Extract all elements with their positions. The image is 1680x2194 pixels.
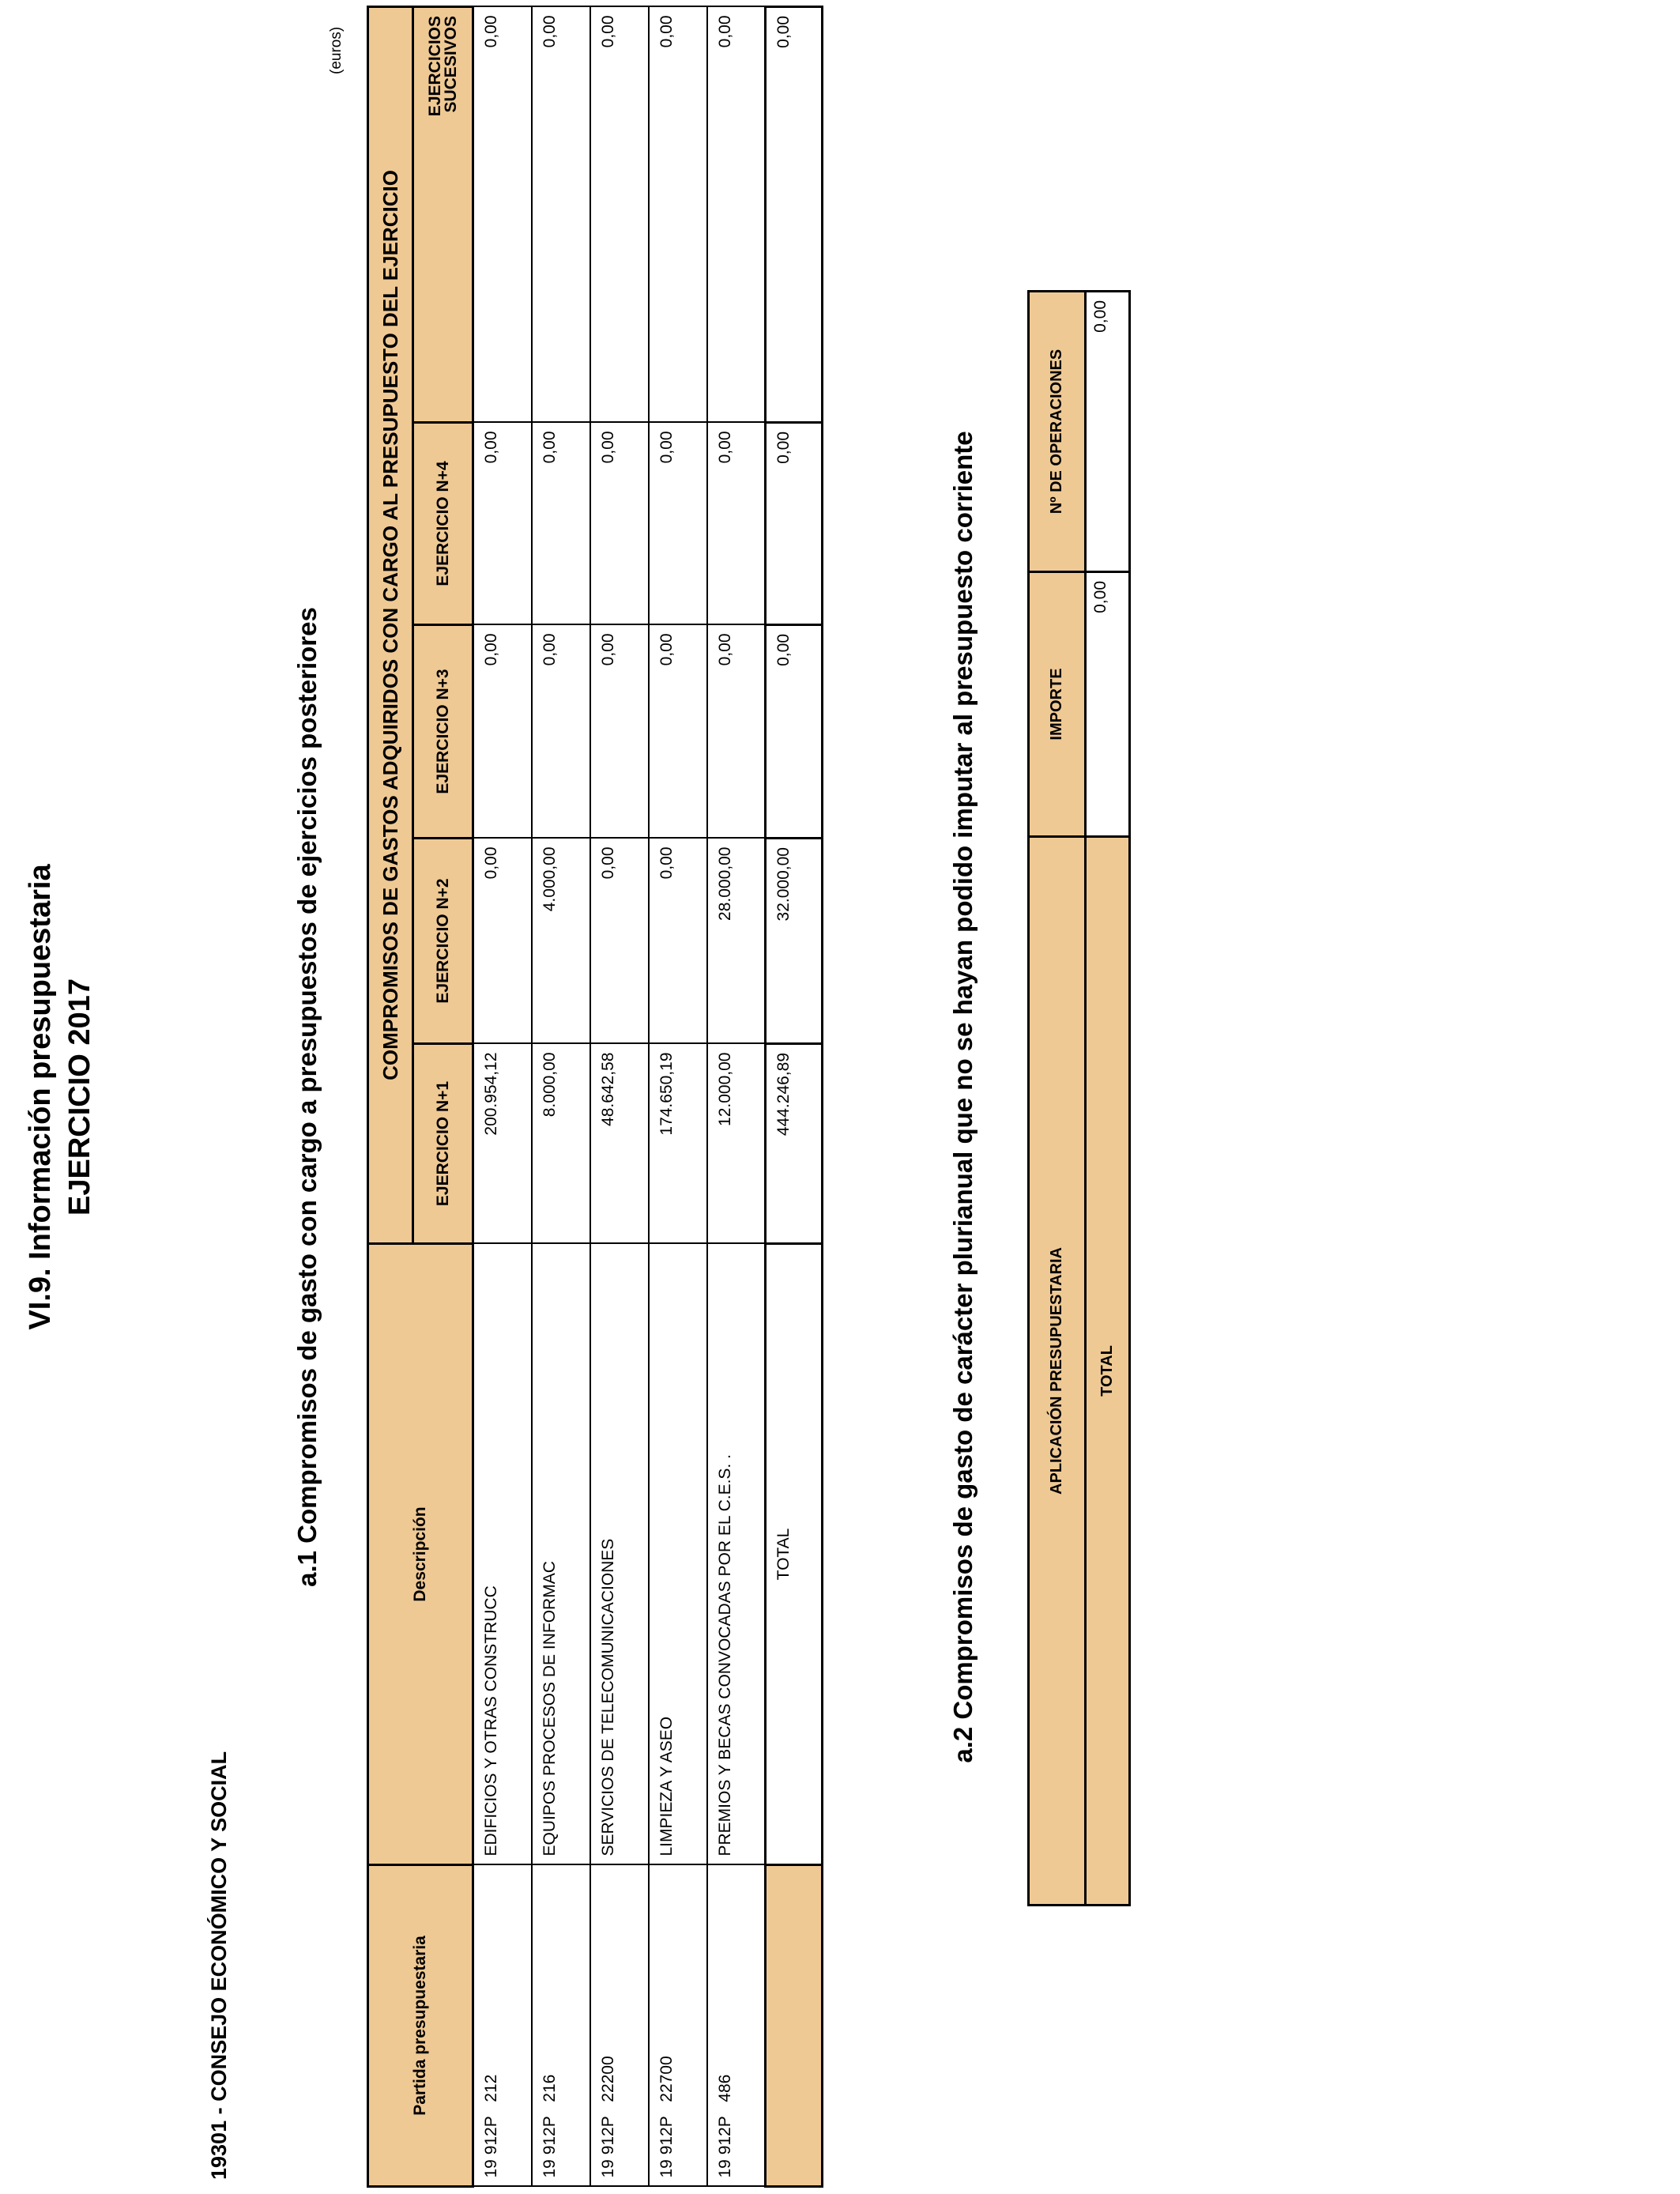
total-partida-cell [766, 1865, 823, 2187]
n4-cell: 0,00 [532, 423, 590, 625]
partida-cell: 19 912P 216 [532, 1865, 590, 2187]
a2-total-operaciones: 0,00 [1086, 292, 1130, 572]
n2-cell: 4.000,00 [532, 839, 590, 1044]
total-n2-cell: 32.000,00 [766, 839, 823, 1044]
descripcion-cell: LIMPIEZA Y ASEO [649, 1244, 707, 1865]
col-sucesivos-header [413, 6, 473, 422]
n3-cell: 0,00 [532, 625, 590, 839]
sucesivos-cell: 0,00 [532, 6, 590, 422]
n1-cell: 12.000,00 [707, 1044, 766, 1244]
col-importe-header: IMPORTE [1029, 572, 1086, 837]
sucesivos-header-line2: SUCESIVOS [441, 15, 460, 113]
total-label: TOTAL [766, 1244, 823, 1865]
table-row [532, 6, 590, 2186]
total-row [1086, 292, 1130, 1906]
n1-cell: 8.000,00 [532, 1044, 590, 1244]
plurianual-table [1027, 290, 1131, 1906]
table-row [649, 6, 707, 2186]
sucesivos-header-line1: EJERCICIOS [425, 15, 444, 117]
sucesivos-cell: 0,00 [590, 6, 649, 422]
n2-cell: 28.000,00 [707, 839, 766, 1044]
col-partida-header: Partida presupuestaria [368, 1865, 473, 2187]
table-row [590, 6, 649, 2186]
units-label: (euros) [328, 26, 345, 74]
descripcion-cell: EDIFICIOS Y OTRAS CONSTRUCC [473, 1244, 532, 1865]
n4-cell: 0,00 [707, 423, 766, 625]
table-row [707, 6, 766, 2186]
commitments-table [367, 6, 823, 2188]
section-a1-title: a.1 Compromisos de gasto con cargo a presupuestos de ejercicios posteriores [292, 607, 322, 1587]
n1-cell: 48.642,58 [590, 1044, 649, 1244]
col-descripcion-header: Descripción [368, 1244, 473, 1865]
n2-cell: 0,00 [473, 839, 532, 1044]
partida-cell: 19 912P 212 [473, 1865, 532, 2187]
n1-cell: 174.650,19 [649, 1044, 707, 1244]
partida-cell: 19 912P 22200 [590, 1865, 649, 2187]
sucesivos-cell: 0,00 [707, 6, 766, 422]
partida-cell: 19 912P 486 [707, 1865, 766, 2187]
n3-cell: 0,00 [707, 625, 766, 839]
col-n1-header: EJERCICIO N+1 [413, 1044, 473, 1244]
total-row [766, 6, 823, 2186]
organization-label: 19301 - CONSEJO ECONÓMICO Y SOCIAL [207, 1751, 231, 2180]
col-operaciones-header: Nº DE OPERACIONES [1029, 292, 1086, 572]
total-n3-cell: 0,00 [766, 625, 823, 839]
total-sucesivos-cell: 0,00 [766, 6, 823, 422]
n3-cell: 0,00 [590, 625, 649, 839]
n3-cell: 0,00 [473, 625, 532, 839]
n2-cell: 0,00 [590, 839, 649, 1044]
group-header: COMPROMISOS DE GASTOS ADQUIRIDOS CON CARGO AL PRESUPUESTO DEL EJERCICIO [368, 6, 413, 1243]
n2-cell: 0,00 [649, 839, 707, 1044]
total-n1-cell: 444.246,89 [766, 1044, 823, 1244]
page-subtitle: EJERCICIO 2017 [63, 978, 96, 1216]
n1-cell: 200.954,12 [473, 1044, 532, 1244]
partida-cell: 19 912P 22700 [649, 1865, 707, 2187]
page-title: VI.9. Información presupuestaria [24, 864, 57, 1330]
col-n2-header: EJERCICIO N+2 [413, 839, 473, 1044]
a2-total-label: TOTAL [1086, 837, 1130, 1906]
descripcion-cell: EQUIPOS PROCESOS DE INFORMAC [532, 1244, 590, 1865]
sucesivos-cell: 0,00 [473, 6, 532, 422]
n4-cell: 0,00 [473, 423, 532, 625]
section-a2-title: a.2 Compromisos de gasto de carácter plurianual que no se hayan podido imputar al presupuesto corriente [948, 431, 977, 1763]
table-row [473, 6, 532, 2186]
n3-cell: 0,00 [649, 625, 707, 839]
descripcion-cell: SERVICIOS DE TELECOMUNICACIONES [590, 1244, 649, 1865]
col-aplicacion-header: APLICACIÓN PRESUPUESTARIA [1029, 837, 1086, 1906]
n4-cell: 0,00 [590, 423, 649, 625]
col-n4-header: EJERCICIO N+4 [413, 423, 473, 625]
a2-total-importe: 0,00 [1086, 572, 1130, 837]
sucesivos-cell: 0,00 [649, 6, 707, 422]
total-n4-cell: 0,00 [766, 423, 823, 625]
descripcion-cell: PREMIOS Y BECAS CONVOCADAS POR EL C.E.S. . [707, 1244, 766, 1865]
n4-cell: 0,00 [649, 423, 707, 625]
col-n3-header: EJERCICIO N+3 [413, 625, 473, 839]
